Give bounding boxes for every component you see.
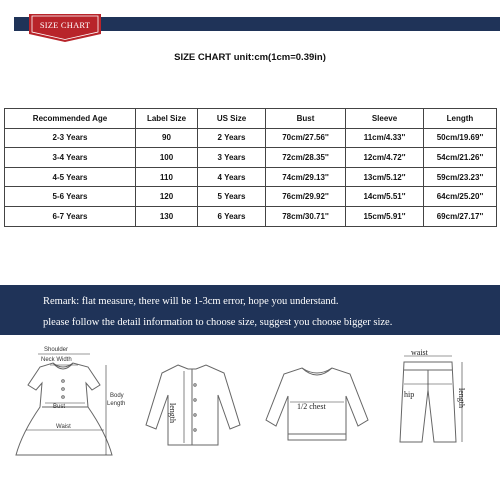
dress-neck-label: Neck Width <box>41 357 72 363</box>
table-cell: 74cm/29.13'' <box>266 167 346 187</box>
shirt-icon <box>140 355 250 455</box>
table-cell: 78cm/30.71'' <box>266 206 346 226</box>
remark-line-1: Remark: flat measure, there will be 1-3cm error, hope you understand. <box>43 296 339 307</box>
table-cell: 54cm/21.26'' <box>424 148 497 168</box>
table-cell: 14cm/5.51'' <box>346 187 424 207</box>
header-us-size: US Size <box>198 109 266 129</box>
dress-shoulder-label: Shoulder <box>44 347 69 353</box>
header-length: Length <box>424 109 497 129</box>
table-cell: 100 <box>136 148 198 168</box>
header-bust: Bust <box>266 109 346 129</box>
table-cell: 2 Years <box>198 128 266 148</box>
badge-label: SIZE CHART <box>39 20 91 30</box>
table-cell: 4 Years <box>198 167 266 187</box>
table-row <box>5 206 497 226</box>
table-row <box>5 187 497 207</box>
table-header-row <box>5 109 497 129</box>
table-cell: 50cm/19.69'' <box>424 128 497 148</box>
dress-waist-label: Waist <box>56 424 71 430</box>
table-cell: 12cm/4.72'' <box>346 148 424 168</box>
size-chart-badge <box>27 12 103 44</box>
shirt-diagram <box>140 355 250 455</box>
table-cell: 3 Years <box>198 148 266 168</box>
table-cell: 69cm/27.17'' <box>424 206 497 226</box>
remark-line-2: please follow the detail information to choose size, suggest you choose bigger size. <box>43 317 393 328</box>
sweater-chest-label: 1/2 chest <box>297 402 326 411</box>
table-cell: 76cm/29.92'' <box>266 187 346 207</box>
pants-length-label: length <box>457 388 466 408</box>
table-cell: 130 <box>136 206 198 226</box>
dress-length-label: Length <box>107 401 126 407</box>
shirt-length-label: length <box>168 403 177 423</box>
table-cell: 64cm/25.20'' <box>424 187 497 207</box>
header-label-size: Label Size <box>136 109 198 129</box>
table-cell: 59cm/23.23'' <box>424 167 497 187</box>
chart-title: SIZE CHART unit:cm(1cm=0.39in) <box>174 52 326 63</box>
table-cell: 110 <box>136 167 198 187</box>
table-cell: 13cm/5.12'' <box>346 167 424 187</box>
table-row <box>5 167 497 187</box>
table-cell: 15cm/5.91'' <box>346 206 424 226</box>
table-cell: 6-7 Years <box>5 206 136 226</box>
dress-diagram <box>8 345 133 465</box>
table-cell: 4-5 Years <box>5 167 136 187</box>
table-cell: 90 <box>136 128 198 148</box>
table-cell: 72cm/28.35'' <box>266 148 346 168</box>
pants-waist-label: waist <box>411 348 428 357</box>
header-age: Recommended Age <box>5 109 136 129</box>
size-table <box>4 108 497 227</box>
table-cell: 3-4 Years <box>5 148 136 168</box>
table-cell: 6 Years <box>198 206 266 226</box>
dress-bust-label: Bust <box>53 404 66 410</box>
header-sleeve: Sleeve <box>346 109 424 129</box>
table-cell: 11cm/4.33'' <box>346 128 424 148</box>
sweater-diagram <box>260 360 375 450</box>
table-row <box>5 148 497 168</box>
pants-hip-label: hip <box>404 390 415 399</box>
table-cell: 120 <box>136 187 198 207</box>
table-cell: 5-6 Years <box>5 187 136 207</box>
table-cell: 70cm/27.56'' <box>266 128 346 148</box>
pants-diagram <box>390 348 480 448</box>
table-cell: 5 Years <box>198 187 266 207</box>
table-cell: 2-3 Years <box>5 128 136 148</box>
dress-body-label: Body <box>110 393 124 399</box>
table-row <box>5 128 497 148</box>
